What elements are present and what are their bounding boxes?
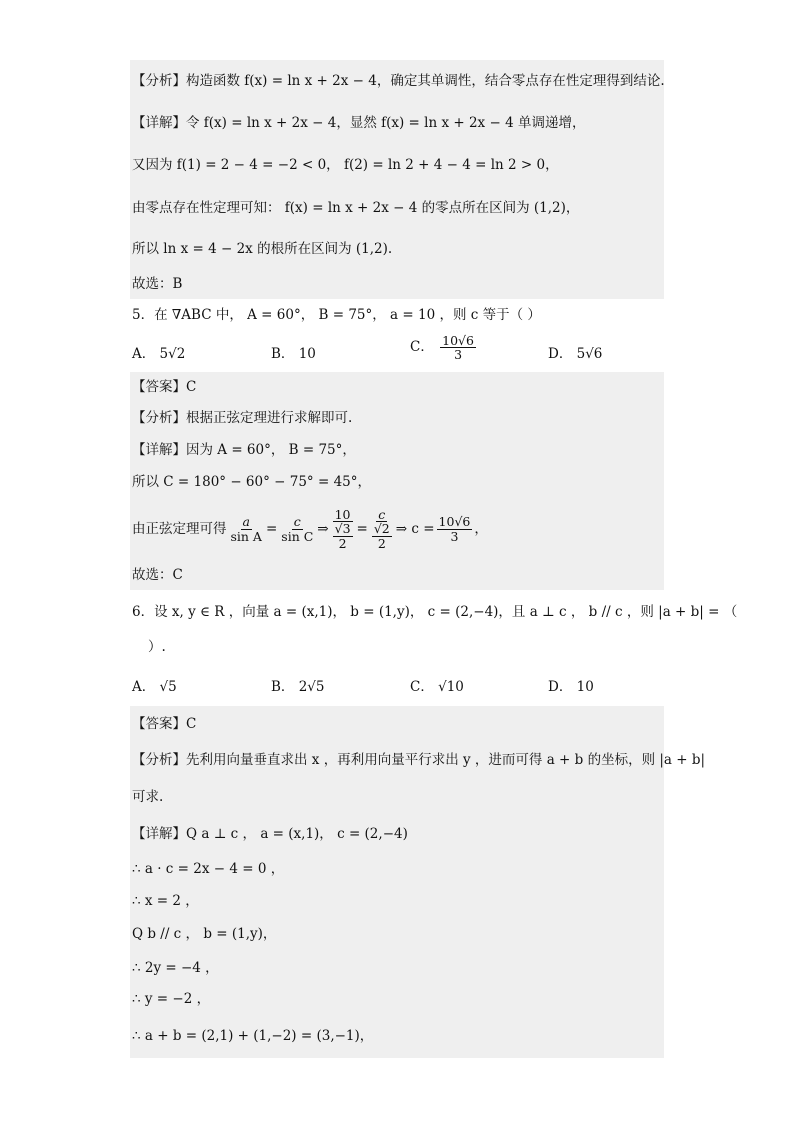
nested-den-2: 2 xyxy=(338,535,347,551)
fraction-10-over-root3-2 xyxy=(331,508,355,549)
q5-option-d: D． 5√6 xyxy=(548,346,603,362)
q6-detail-5: ∴ 2y = −4 ， xyxy=(130,952,664,984)
q5-answer: 【答案】C xyxy=(130,372,664,402)
q6-stem-line-2: ）. xyxy=(148,639,166,655)
frac-den-sinA: sin A xyxy=(230,528,262,544)
nested-num-root2: √2 xyxy=(373,521,390,537)
q4-choice: 故选：B xyxy=(130,269,664,299)
fraction-result xyxy=(437,515,473,542)
fraction-a-over-sinA xyxy=(229,515,264,542)
frac-den-sinC: sin C xyxy=(281,528,314,544)
q6-detail-4: Q b // c ， b = (1,y)， xyxy=(130,916,664,952)
nested-den-2b: 2 xyxy=(377,535,386,551)
frac-den-nested xyxy=(331,522,355,549)
q6-detail-6: ∴ y = −2 ， xyxy=(130,984,664,1014)
result-num: 10√6 xyxy=(438,514,471,530)
frac-num-c2: c xyxy=(378,507,386,523)
q5-detail-3 xyxy=(130,498,664,560)
fraction-c-over-root2-2 xyxy=(370,508,394,549)
q4-detail-4: 所以 ln x = 4 − 2x 的根所在区间为 (1,2). xyxy=(130,229,664,269)
q6-detail-7: ∴ a + b = (2,1) + (1,−2) = (3,−1)， xyxy=(130,1014,664,1058)
q6-detail-2: ∴ a · c = 2x − 4 = 0 ， xyxy=(130,852,664,886)
q5-option-c xyxy=(410,334,478,361)
q6-detail-1: 【详解】Q a ⊥ c ， a = (x,1)， c = (2,−4) xyxy=(130,816,664,852)
q6-analysis-line-1: 【分析】先利用向量垂直求出 x ，再利用向量平行求出 y ，进而可得 a + b 的坐标，则 |a + b| xyxy=(130,742,664,778)
q6-detail-3: ∴ x = 2 ， xyxy=(130,886,664,916)
q4-detail-1: 【详解】令 f(x) = ln x + 2x − 4，显然 f(x) = ln x + 2x − 4 单调递增， xyxy=(130,103,664,143)
q5-detail-1: 【详解】因为 A = 60°， B = 75°， xyxy=(130,434,664,466)
frac-num-a: a xyxy=(242,514,250,530)
result-end: ， xyxy=(474,520,488,537)
q6-answer: 【答案】C xyxy=(130,706,664,742)
q5-option-b: B． 10 xyxy=(271,346,316,362)
q6-option-d: D． 10 xyxy=(548,679,594,695)
q6-analysis-line-2: 可求. xyxy=(130,778,664,816)
q5-analysis: 【分析】根据正弦定理进行求解即可. xyxy=(130,402,664,434)
frac-den-nested-2 xyxy=(370,522,394,549)
frac-num-c: c xyxy=(293,514,301,530)
q4-detail-2: 又因为 f(1) = 2 − 4 = −2 < 0， f(2) = ln 2 + 4 − 4 = ln 2 > 0， xyxy=(130,143,664,187)
implies-sign: ⇒ xyxy=(317,520,329,537)
q5-option-c-denominator: 3 xyxy=(454,347,463,363)
q5-choice: 故选：C xyxy=(130,560,664,590)
frac-num-10: 10 xyxy=(334,507,351,523)
q5-detail-2: 所以 C = 180° − 60° − 75° = 45°， xyxy=(130,466,664,498)
equals-sign-2: = xyxy=(356,520,368,537)
equals-sign: = xyxy=(265,520,278,537)
q6-option-a: A． √5 xyxy=(132,679,177,695)
q5-option-c-label: C． xyxy=(410,339,434,356)
q5-option-c-numerator: 10√6 xyxy=(442,333,474,348)
q5-detail-3-prefix: 由正弦定理可得 xyxy=(132,520,227,537)
q5-stem: 5．在 ∇ABC 中， A = 60°， B = 75°， a = 10 ，则 c 等于（ ） xyxy=(132,307,541,323)
q4-analysis: 【分析】构造函数 f(x) = ln x + 2x − 4，确定其单调性，结合零点存在性定理得到结论. xyxy=(130,60,664,103)
result-den: 3 xyxy=(450,528,459,544)
q4-detail-3: 由零点存在性定理可知： f(x) = ln x + 2x − 4 的零点所在区间为 (1,2)， xyxy=(130,187,664,229)
q6-stem-line-1: 6．设 x, y ∈ R ，向量 a = (x,1)， b = (1,y)， c = (2,−4)，且 a ⊥ c ， b // c ，则 |a + b| = （ xyxy=(132,604,738,620)
fraction-c-over-sinC xyxy=(279,515,315,542)
q6-option-b: B． 2√5 xyxy=(271,679,325,695)
q5-option-c-fraction xyxy=(440,334,476,361)
q5-option-a: A． 5√2 xyxy=(132,346,186,362)
q6-option-c: C． √10 xyxy=(410,679,464,695)
nested-num-root3: √3 xyxy=(334,521,351,537)
result-prefix: ⇒ c = xyxy=(395,520,435,537)
